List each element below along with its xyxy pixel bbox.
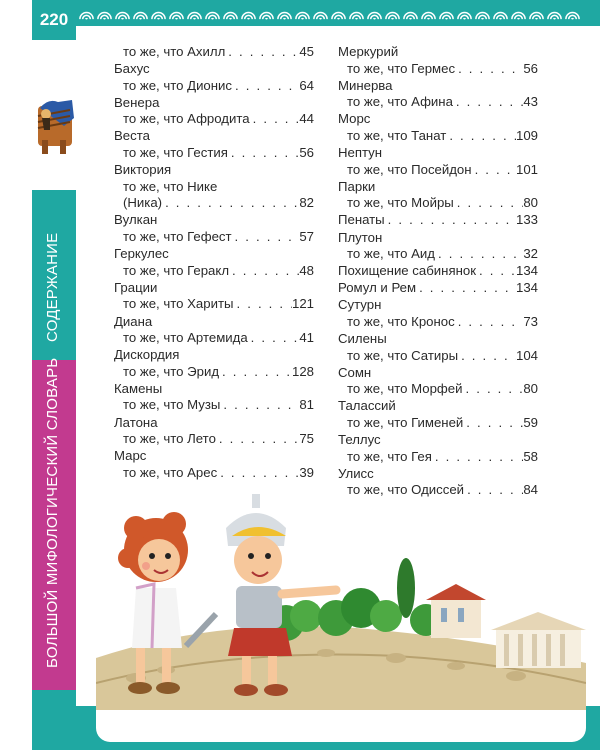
index-line bbox=[338, 128, 538, 145]
index-line bbox=[114, 111, 314, 128]
index-term: Силены bbox=[338, 331, 387, 347]
index-line bbox=[338, 195, 538, 212]
book-title: БОЛЬШОЙ МИФОЛОГИЧЕСКИЙ СЛОВАРЬ bbox=[44, 357, 61, 668]
index-line bbox=[338, 61, 538, 78]
wave-icon bbox=[348, 4, 365, 21]
index-page-number: 45 bbox=[299, 44, 314, 59]
dot-leader bbox=[216, 431, 299, 448]
dot-leader bbox=[217, 465, 299, 482]
section-label: СОДЕРЖАНИЕ bbox=[44, 232, 61, 342]
wave-icon bbox=[276, 4, 293, 21]
wave-icon bbox=[384, 4, 401, 21]
dot-leader bbox=[232, 229, 300, 246]
index-line bbox=[114, 78, 314, 95]
index-term: Пенаты bbox=[338, 212, 385, 228]
wave-icon bbox=[474, 4, 491, 21]
index-page-number: 43 bbox=[523, 94, 538, 110]
dot-leader bbox=[455, 314, 524, 331]
index-page-number: 59 bbox=[523, 415, 538, 431]
index-term: то же, что Сатиры bbox=[347, 347, 459, 363]
index-line bbox=[114, 246, 314, 263]
dot-leader bbox=[162, 195, 299, 212]
wave-icon bbox=[168, 4, 185, 21]
index-line bbox=[114, 431, 314, 448]
dot-leader bbox=[446, 128, 516, 145]
index-entry bbox=[114, 246, 314, 279]
index-page-number: 41 bbox=[299, 330, 314, 346]
dot-leader bbox=[453, 94, 523, 111]
index-term: Вулкан bbox=[114, 212, 158, 228]
index-line bbox=[338, 365, 538, 382]
index-page-number: 82 bbox=[299, 195, 314, 211]
index-term: Венера bbox=[114, 94, 160, 110]
index-term: Теллус bbox=[338, 432, 381, 448]
index-page-number: 121 bbox=[291, 296, 314, 312]
dot-leader bbox=[228, 145, 299, 162]
index-page-number: 134 bbox=[515, 263, 538, 279]
index-entry bbox=[114, 95, 314, 128]
index-entry bbox=[338, 297, 538, 330]
index-term: то же, что Мойры bbox=[347, 195, 454, 211]
index-page-number: 109 bbox=[515, 127, 538, 143]
index-line bbox=[338, 78, 538, 95]
index-term: Камены bbox=[114, 380, 163, 396]
index-column-left bbox=[114, 44, 314, 482]
index-term: Улисс bbox=[338, 465, 374, 481]
index-entry bbox=[338, 179, 538, 212]
index-entry bbox=[114, 347, 314, 380]
bottom-band-inner bbox=[96, 706, 586, 742]
page-number: 220 bbox=[32, 0, 76, 40]
index-line bbox=[338, 179, 538, 196]
index-line bbox=[114, 364, 314, 381]
index-term: то же, что Ахилл bbox=[123, 44, 226, 59]
wave-icon bbox=[564, 4, 581, 21]
index-entry bbox=[338, 145, 538, 178]
index-page-number: 58 bbox=[523, 448, 538, 464]
index-line bbox=[338, 94, 538, 111]
index-line bbox=[338, 44, 538, 61]
index-term: Сутурн bbox=[338, 297, 382, 313]
index-line bbox=[114, 330, 314, 347]
index-entry bbox=[114, 212, 314, 245]
index-term: Бахус bbox=[114, 61, 150, 77]
dot-leader bbox=[385, 212, 516, 229]
index-page-number: 128 bbox=[291, 363, 314, 379]
index-line bbox=[338, 432, 538, 449]
wave-icon bbox=[78, 4, 95, 21]
index-term: Грации bbox=[114, 279, 158, 295]
index-line bbox=[114, 381, 314, 398]
index-term: то же, что Арес bbox=[123, 464, 218, 480]
wave-icon bbox=[204, 4, 221, 21]
children-illustration bbox=[96, 488, 586, 710]
index-line bbox=[338, 111, 538, 128]
index-page-number: 48 bbox=[299, 262, 314, 278]
dot-leader bbox=[454, 195, 524, 212]
wave-icon bbox=[330, 4, 347, 21]
dot-leader bbox=[229, 263, 299, 280]
index-term: Марс bbox=[114, 448, 147, 464]
dot-leader bbox=[248, 330, 300, 347]
index-page-number: 32 bbox=[523, 246, 538, 262]
index-line bbox=[338, 415, 538, 432]
index-line bbox=[338, 263, 538, 280]
index-line bbox=[114, 128, 314, 145]
wave-icon bbox=[546, 4, 563, 21]
index-entry bbox=[338, 398, 538, 431]
index-term: Парки bbox=[338, 178, 376, 194]
wave-icon bbox=[294, 4, 311, 21]
wave-icon bbox=[402, 4, 419, 21]
index-line bbox=[338, 398, 538, 415]
index-entry bbox=[338, 280, 538, 297]
index-line bbox=[114, 347, 314, 364]
index-line bbox=[338, 314, 538, 331]
index-entry bbox=[338, 331, 538, 364]
index-line bbox=[114, 95, 314, 112]
index-term: то же, что Гея bbox=[347, 448, 432, 464]
index-line bbox=[338, 280, 538, 297]
index-term: Похищение сабинянок bbox=[338, 263, 476, 279]
index-term: то же, что Посейдон bbox=[347, 161, 472, 177]
index-term: то же, что Артемида bbox=[123, 330, 248, 346]
index-line bbox=[114, 415, 314, 432]
index-entry bbox=[338, 111, 538, 144]
index-entry bbox=[114, 314, 314, 347]
index-term: то же, что Нике bbox=[123, 178, 218, 194]
dot-leader bbox=[250, 111, 300, 128]
index-line bbox=[338, 162, 538, 179]
index-page-number: 134 bbox=[515, 280, 538, 296]
dot-leader bbox=[220, 397, 299, 414]
index-page-number: 56 bbox=[523, 60, 538, 76]
index-entry bbox=[114, 61, 314, 94]
index-entry bbox=[338, 44, 538, 77]
index-term: Дискордия bbox=[114, 347, 180, 363]
index-entry bbox=[114, 381, 314, 414]
index-page-number: 39 bbox=[299, 464, 314, 480]
wave-icon bbox=[258, 4, 275, 21]
index-line bbox=[114, 448, 314, 465]
index-term: Плутон bbox=[338, 229, 383, 245]
index-page-number: 73 bbox=[523, 314, 538, 329]
index-term: Веста bbox=[114, 128, 150, 144]
index-line bbox=[114, 179, 314, 196]
index-line bbox=[114, 397, 314, 414]
index-entry bbox=[338, 432, 538, 465]
dot-leader bbox=[233, 296, 292, 313]
index-line bbox=[114, 195, 314, 212]
index-line bbox=[114, 296, 314, 313]
dot-leader bbox=[472, 162, 516, 179]
index-term: то же, что Аид bbox=[347, 246, 435, 262]
dot-leader bbox=[435, 246, 523, 263]
wave-icon bbox=[528, 4, 545, 21]
index-term: Меркурий bbox=[338, 44, 399, 59]
index-page-number: 80 bbox=[523, 195, 538, 211]
index-line bbox=[114, 465, 314, 482]
index-term: Виктория bbox=[114, 162, 172, 178]
index-entry bbox=[114, 415, 314, 448]
index-term: то же, что Хариты bbox=[123, 296, 234, 312]
index-page-number: 104 bbox=[515, 347, 538, 363]
index-term: то же, что Кронос bbox=[347, 314, 455, 329]
wave-pattern bbox=[78, 4, 581, 21]
index-term: Геркулес bbox=[114, 246, 169, 262]
index-term: то же, что Гименей bbox=[347, 415, 464, 431]
wave-icon bbox=[366, 4, 383, 21]
wave-icon bbox=[96, 4, 113, 21]
index-page-number: 64 bbox=[299, 77, 314, 93]
index-term: Минерва bbox=[338, 77, 393, 93]
index-line bbox=[114, 212, 314, 229]
index-line bbox=[338, 145, 538, 162]
dot-leader bbox=[416, 280, 516, 297]
index-term: Нептун bbox=[338, 145, 383, 161]
index-line bbox=[114, 280, 314, 297]
index-line bbox=[338, 466, 538, 483]
dot-leader bbox=[219, 364, 292, 381]
index-page-number: 133 bbox=[515, 212, 538, 228]
index-line bbox=[114, 263, 314, 280]
wave-icon bbox=[456, 4, 473, 21]
dot-leader bbox=[458, 348, 516, 365]
index-page-number: 101 bbox=[515, 161, 538, 177]
index-line bbox=[114, 314, 314, 331]
index-entry bbox=[114, 128, 314, 161]
index-line bbox=[338, 297, 538, 314]
index-line bbox=[338, 331, 538, 348]
index-term: то же, что Гефест bbox=[123, 229, 232, 245]
wave-icon bbox=[420, 4, 437, 21]
index-page-number: 81 bbox=[299, 397, 314, 413]
index-entry bbox=[114, 280, 314, 313]
dot-leader bbox=[455, 61, 523, 78]
index-term: Латона bbox=[114, 414, 158, 430]
index-term: то же, что Лето bbox=[123, 431, 216, 447]
index-term: (Ника) bbox=[123, 195, 163, 211]
wave-icon bbox=[312, 4, 329, 21]
dot-leader bbox=[463, 415, 523, 432]
dot-leader bbox=[463, 381, 524, 398]
lamassu-icon bbox=[34, 96, 78, 158]
wave-icon bbox=[510, 4, 527, 21]
wave-icon bbox=[222, 4, 239, 21]
index-term: Талассий bbox=[338, 398, 396, 414]
top-ornament-band bbox=[72, 0, 600, 26]
index-entry bbox=[114, 162, 314, 212]
dot-leader bbox=[432, 449, 523, 466]
index-term: то же, что Одиссей bbox=[347, 482, 465, 498]
index-term: Сомн bbox=[338, 364, 372, 380]
index-term: то же, что Геракл bbox=[123, 262, 230, 278]
dot-leader bbox=[476, 263, 516, 280]
index-term: то же, что Афродита bbox=[123, 111, 250, 127]
index-page-number: 57 bbox=[299, 229, 314, 245]
index-line bbox=[114, 145, 314, 162]
index-line bbox=[114, 44, 314, 61]
index-entry bbox=[114, 44, 314, 61]
wave-icon bbox=[132, 4, 149, 21]
index-term: Ромул и Рем bbox=[338, 280, 417, 296]
wave-icon bbox=[492, 4, 509, 21]
index-column-right bbox=[338, 44, 538, 500]
wave-icon bbox=[240, 4, 257, 21]
index-term: то же, что Морфей bbox=[347, 381, 463, 397]
wave-icon bbox=[114, 4, 131, 21]
index-term: то же, что Танат bbox=[347, 127, 447, 143]
dot-leader bbox=[225, 44, 299, 61]
index-line bbox=[338, 246, 538, 263]
index-entry bbox=[338, 78, 538, 111]
dot-leader bbox=[232, 78, 299, 95]
index-term: то же, что Эрид bbox=[123, 363, 220, 379]
index-term: Морс bbox=[338, 111, 371, 127]
index-line bbox=[114, 61, 314, 78]
index-term: то же, что Музы bbox=[123, 397, 221, 413]
index-term: то же, что Гермес bbox=[347, 60, 456, 76]
index-line bbox=[338, 348, 538, 365]
wave-icon bbox=[186, 4, 203, 21]
index-page-number: 84 bbox=[523, 482, 538, 498]
index-line bbox=[338, 212, 538, 229]
index-page-number: 44 bbox=[299, 111, 314, 127]
index-page-number: 80 bbox=[523, 381, 538, 397]
index-entry bbox=[338, 365, 538, 398]
index-entry bbox=[338, 212, 538, 229]
index-line bbox=[338, 230, 538, 247]
index-page-number: 56 bbox=[299, 145, 314, 161]
index-line bbox=[114, 229, 314, 246]
wave-icon bbox=[150, 4, 167, 21]
index-entry bbox=[114, 448, 314, 481]
index-line bbox=[114, 162, 314, 179]
index-term: то же, что Гестия bbox=[123, 145, 228, 161]
index-term: то же, что Дионис bbox=[123, 77, 233, 93]
index-term: Диана bbox=[114, 313, 153, 329]
index-entry bbox=[338, 230, 538, 263]
index-line bbox=[338, 381, 538, 398]
index-term: то же, что Афина bbox=[347, 94, 453, 110]
index-page-number: 75 bbox=[299, 431, 314, 447]
wave-icon bbox=[438, 4, 455, 21]
index-entry bbox=[338, 263, 538, 280]
index-line bbox=[338, 449, 538, 466]
